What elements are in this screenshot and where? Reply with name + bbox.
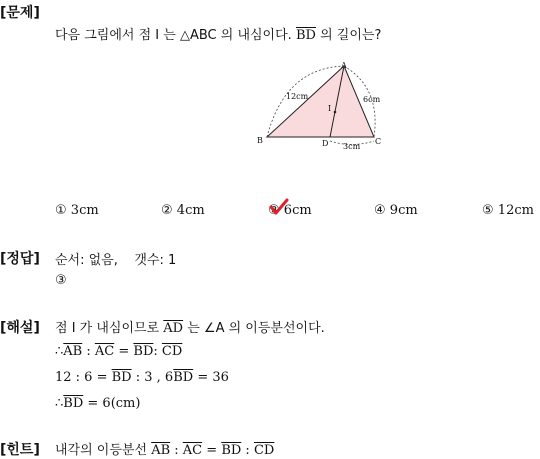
hint-label: [힌트] [0, 442, 40, 458]
hint-sep2: : [241, 443, 254, 458]
solution-line1-ad: $\overline{AD}$ [163, 321, 184, 336]
choice-5-text: 12cm [497, 203, 534, 218]
choice-4-number: ④ [374, 203, 386, 218]
length-ac: 6cm [363, 95, 381, 104]
hint-text [55, 439, 274, 458]
solution-line3-bd: $\overline{BD}$ [111, 370, 132, 385]
answer-label: [정답] [0, 251, 40, 267]
choice-3[interactable] [268, 203, 312, 218]
solution-line3-a: 12 : 6 = [55, 370, 108, 385]
hint-bd: $\overline{BD}$ [221, 443, 242, 458]
choice-5[interactable] [482, 203, 534, 218]
hint-cd: $\overline{CD}$ [253, 443, 275, 458]
choice-4[interactable] [374, 203, 418, 218]
solution-line2-ab: $\overline{AB}$ [63, 344, 83, 359]
therefore-symbol: ∴ [55, 344, 64, 359]
solution-line2-bd: $\overline{BD}$ [133, 344, 154, 359]
point-b: B [257, 136, 263, 145]
solution-line2-sep1: : [82, 344, 95, 359]
choice-2-text: 4cm [176, 203, 205, 218]
length-dc: 3cm [343, 142, 361, 151]
incenter-dot [334, 111, 337, 114]
triangle-figure [255, 58, 390, 153]
solution-line2-ac: $\overline{AC}$ [94, 344, 115, 359]
solution-line-4 [55, 396, 140, 411]
solution-line-3 [55, 370, 229, 385]
solution-line4-bd: $\overline{BD}$ [63, 396, 84, 411]
solution-line3-b: : 3 , 6 [135, 370, 174, 385]
choice-5-number: ⑤ [482, 203, 494, 218]
solution-line4-b: = 6(cm) [87, 396, 141, 411]
solution-label: [해설] [0, 320, 40, 336]
solution-line3-bd2: $\overline{BD}$ [173, 370, 194, 385]
choice-1[interactable] [55, 203, 99, 218]
solution-line1-a: 점 I 가 내심이므로 [55, 321, 160, 336]
question-text [55, 24, 381, 43]
hint-ab: $\overline{AB}$ [151, 443, 171, 458]
point-d: D [322, 139, 329, 148]
hint-sep1: : [170, 443, 183, 458]
checkmark-icon [269, 198, 289, 216]
solution-line2-cd: $\overline{CD}$ [161, 344, 183, 359]
point-c: C [375, 137, 382, 146]
question-part2: 의 길이는? [320, 28, 382, 43]
solution-line-1 [55, 317, 325, 336]
choice-3-number: ③ [268, 203, 280, 218]
problem-label: [문제] [0, 5, 40, 21]
question-bd: $\overline{BD}$ [295, 28, 316, 43]
choice-1-number: ① [55, 203, 67, 218]
hint-a: 내각의 이등분선 [55, 443, 148, 458]
choice-1-text: 3cm [70, 203, 99, 218]
hint-eq: = [202, 443, 222, 458]
point-i: I [328, 104, 332, 113]
solution-line2-eq: = [114, 344, 134, 359]
choice-2-number: ② [161, 203, 173, 218]
solution-line3-c: = 36 [197, 370, 229, 385]
therefore-symbol-2: ∴ [55, 396, 64, 411]
choice-2[interactable] [161, 203, 205, 218]
length-ab: 12cm [286, 92, 309, 101]
solution-line1-b: 는 ∠A 의 이등분선이다. [187, 321, 325, 336]
question-part1: 다음 그림에서 점 I 는 △ABC 의 내심이다. [55, 28, 292, 43]
hint-ac: $\overline{AC}$ [182, 443, 203, 458]
answer-meta: 순서: 없음, 갯수: 1 [55, 253, 177, 268]
choice-3-text: 6cm [283, 203, 312, 218]
solution-line2-sep2: : [153, 344, 162, 359]
solution-line-2 [55, 344, 182, 359]
answer-value: ③ [55, 273, 67, 288]
choice-4-text: 9cm [389, 203, 418, 218]
point-a: A [341, 61, 347, 70]
choice-3-number-wrap [268, 203, 280, 218]
